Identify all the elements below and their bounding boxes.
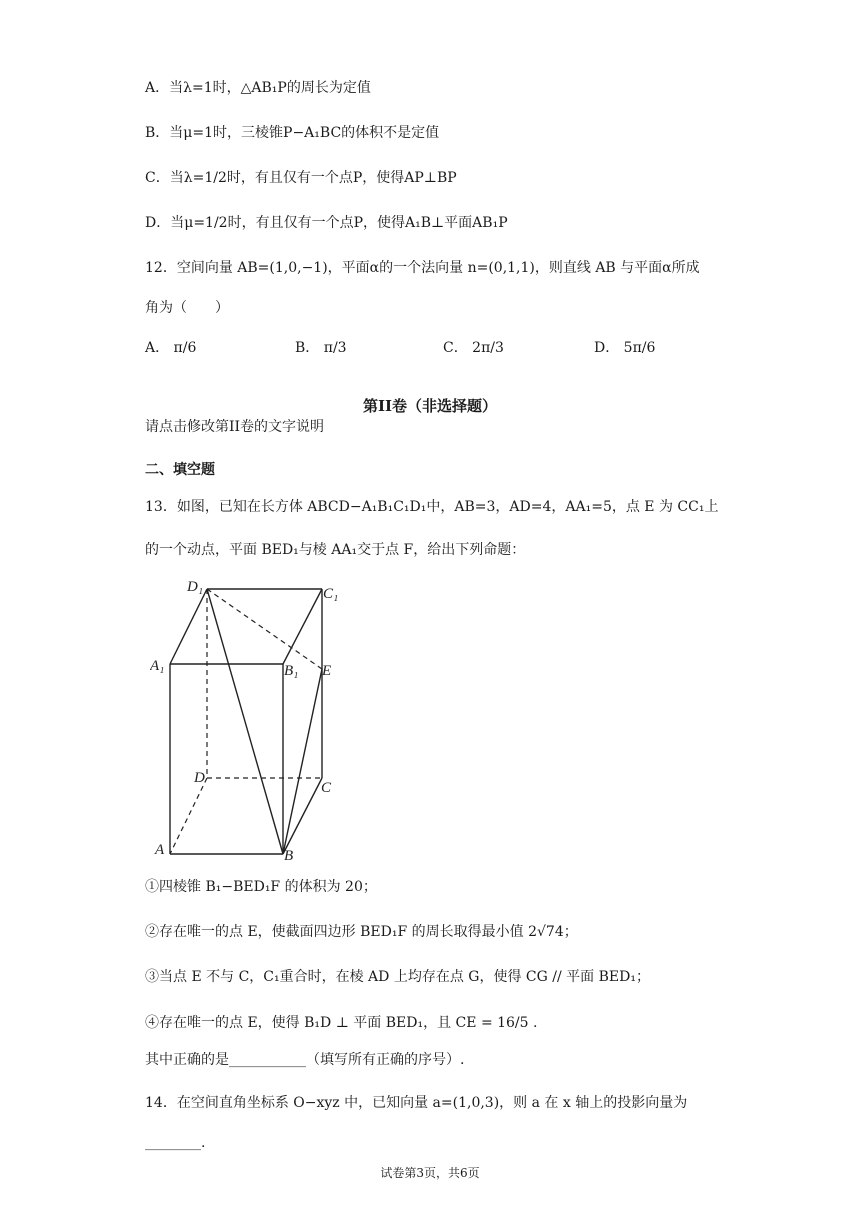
section-title: 第II卷（非选择题）	[362, 397, 498, 415]
edge-b1-c1	[283, 589, 322, 664]
q13-proposition-2: ②存在唯一的点 E，使截面四边形 BED₁F 的周长取得最小值 2√74；	[145, 924, 578, 940]
q13-stem-line1: 13．如图，已知在长方体 ABCD−A₁B₁C₁D₁中，AB=3，AD=4，AA₁=5，点 E 为 CC₁上	[145, 499, 719, 515]
q13-answer-line: 其中正确的是___________（填写所有正确的序号）.	[145, 1052, 465, 1068]
label-c1: C₁	[323, 586, 339, 602]
cuboid-figure	[150, 575, 350, 865]
q12-option-a: A． π/6	[145, 340, 197, 356]
edge-b-e	[283, 669, 322, 854]
q12-stem-line2: 角为（ ）	[145, 300, 229, 316]
q12-option-b: B． π/3	[295, 340, 347, 356]
label-d1: D₁	[187, 579, 204, 595]
label-a: A	[155, 842, 165, 858]
q11-option-a: A．当λ=1时，△AB₁P的周长为定值	[145, 80, 371, 96]
q12-option-c: C． 2π/3	[443, 340, 504, 356]
label-b1: B₁	[284, 663, 299, 679]
edge-b-c	[283, 778, 322, 854]
q13-proposition-1: ①四棱锥 B₁−BED₁F 的体积为 20；	[145, 879, 377, 895]
q12-option-d: D． 5π/6	[594, 340, 656, 356]
label-d: D	[194, 770, 205, 786]
section-note: 请点击修改第II卷的文字说明	[145, 419, 325, 435]
edge-a1-d1	[170, 589, 207, 664]
q11-option-b: B．当μ=1时，三棱锥P−A₁BC的体积不是定值	[145, 125, 440, 141]
q11-option-d: D．当μ=1/2时，有且仅有一个点P，使得A₁B⊥平面AB₁P	[145, 215, 508, 231]
page-footer: 试卷第3页，共6页	[380, 1166, 480, 1180]
q13-proposition-4: ④存在唯一的点 E，使得 B₁D ⊥ 平面 BED₁，且 CE = 16/5 .	[145, 1015, 538, 1031]
label-b: B	[284, 848, 294, 864]
q12-stem-line1: 12．空间向量 AB=(1,0,−1)，平面α的一个法向量 n=(0,1,1)，则直线 AB 与平面α所成	[145, 260, 700, 276]
edge-d1-b	[207, 589, 283, 854]
label-c: C	[321, 780, 332, 796]
section-heading: 二、填空题	[145, 462, 215, 478]
label-a1: A₁	[150, 658, 165, 674]
hidden-edge-d1-e	[207, 589, 322, 669]
q14-stem-line2: ________.	[145, 1135, 206, 1151]
q11-option-c: C．当λ=1/2时，有且仅有一个点P，使得AP⊥BP	[145, 170, 457, 186]
q13-stem-line2: 的一个动点，平面 BED₁与棱 AA₁交于点 F，给出下列命题：	[145, 542, 526, 558]
q14-stem-line1: 14．在空间直角坐标系 O−xyz 中，已知向量 a=(1,0,3)，则 a 在 x 轴上的投影向量为	[145, 1095, 688, 1111]
hidden-edge-d-a	[170, 778, 207, 854]
q13-proposition-3: ③当点 E 不与 C，C₁重合时，在棱 AD 上均存在点 G，使得 CG // 平面 BED₁；	[145, 969, 650, 985]
label-e: E	[322, 663, 332, 679]
